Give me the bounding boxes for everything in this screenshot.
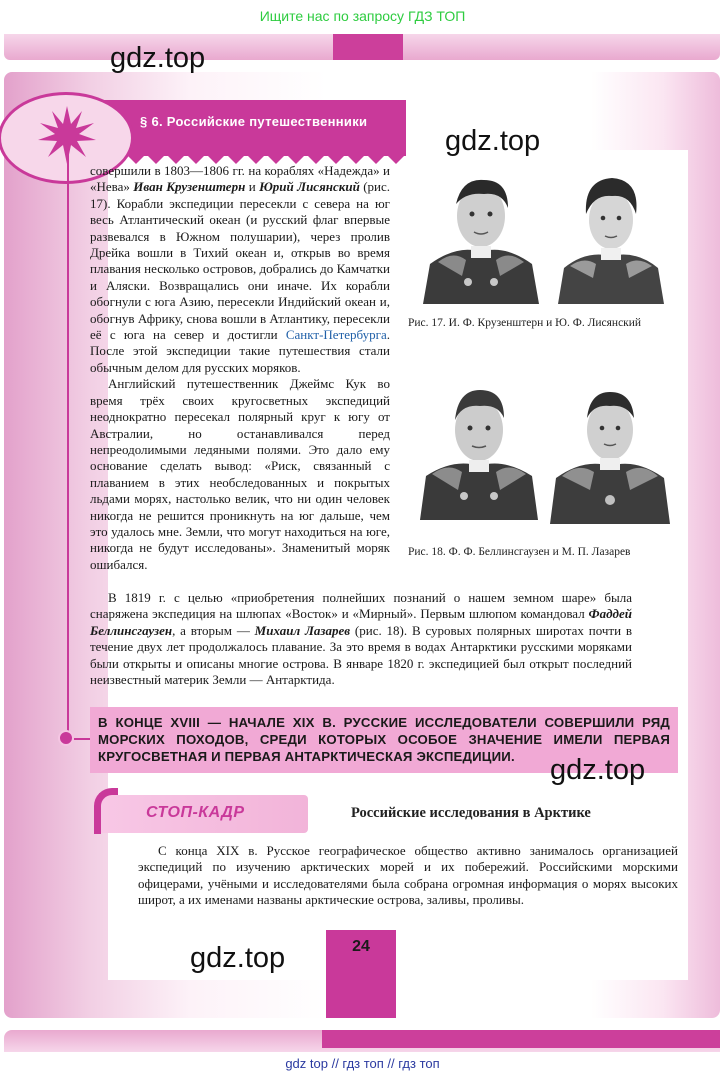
paragraph: Английский путешественник Джеймс Кук во время трёх своих кругосветных экспедиций неоднократно пересекал полярный круг к югу от Австралии, но останавливался перед непреодолимыми ледяными полями. Это дало ему основание сделать вывод: «Риск, связанный с плаванием в этих необследованных и покрытых льдами морях, настолько велик, что ни один человек никогда не решится проникнуть на юг дальше, чем это удалось мне. Земли, что могут находиться на юге, никогда не будут исследованы». Знаменитый моряк ошибался. — [90, 376, 390, 572]
portrait-lisyansky — [556, 164, 666, 304]
margin-marker — [58, 730, 74, 746]
next-page-tab — [322, 1030, 720, 1048]
margin-line — [67, 150, 69, 740]
portrait-lazarev — [548, 372, 672, 524]
arctic-paragraph — [138, 843, 678, 909]
text-column — [90, 163, 390, 573]
watermark: gdz.top — [550, 754, 646, 786]
paragraph: В 1819 г. с целью «приобретения полнейших познаний о нашем земном шаре» была снаряжена экспедиция на шлюпах «Восток» и «Мирный». Первым шлюпом командовал Фаддей Беллинсгаузен, а вторым — Михаил Лазарев (рис. 18). В суровых полярных широтах почти в течение двух лет продолжалось плавание. За это время в водах Антарктики русскими моряками были открыты и описаны многие острова. В январе 1820 г. экспедицией был открыт последний неизвестный материк Земли — Антарктида. — [90, 590, 633, 688]
watermark: gdz.top — [190, 942, 286, 974]
text-full-width — [90, 590, 632, 688]
stop-frame-hook — [94, 788, 118, 834]
footer-links[interactable]: gdz top // гдз топ // гдз топ — [285, 1056, 440, 1071]
section-title: § 6. Российские путешественники — [140, 114, 368, 129]
watermark: gdz.top — [110, 42, 206, 74]
watermark: gdz.top — [445, 125, 541, 157]
top-banner[interactable]: Ищите нас по запросу ГДЗ ТОП — [0, 0, 725, 32]
paragraph: совершили в 1803—1806 гг. на кораблях «Надежда» и «Нева» Иван Крузенштерн и Юрий Лисянский (рис. 17). Корабли экспедиции пересекли с севера на юг весь Атлантический океан (и русский флаг впервые развевался в Южном полушарии), через пролив Дрейка вошли в Тихий океан и, открыв во время плавания несколько островов, добрались до Камчатки и Аляски. Возвращались они иначе. Их корабли обогнули с юга Азию, пересекли Индийский океан и, обогнув Африку, снова вошли в Атлантику, пересекли её с юга на север и достигли Санкт-Петербурга. После этой экспедиции такие путешествия стали обычным делом для русских моряков. — [90, 163, 391, 375]
figure-18-caption: Рис. 18. Ф. Ф. Беллинсгаузен и М. П. Лазарев — [408, 546, 631, 558]
page-number: 24 — [352, 938, 370, 955]
previous-page-tab — [333, 34, 403, 60]
stop-frame-label: СТОП-КАДР — [146, 804, 245, 821]
stop-frame-title: Российские исследования в Арктике — [351, 805, 591, 821]
portrait-bellingshausen — [418, 372, 540, 520]
key-statement-text: В КОНЦЕ XVIII — НАЧАЛЕ XIX В. РУССКИЕ ИССЛЕДОВАТЕЛИ СОВЕРШИЛИ РЯД МОРСКИХ ПОХОДОВ, СРЕДИ КОТОРЫХ ОСОБОЕ ЗНАЧЕНИЕ ИМЕЛИ ПЕРВАЯ КРУГОСВЕТНАЯ И ПЕРВАЯ АНТАРКТИЧЕСКАЯ ЭКСПЕДИЦИИ. — [98, 715, 670, 764]
figure-17-caption: Рис. 17. И. Ф. Крузенштерн и Ю. Ф. Лисянский — [408, 317, 642, 329]
paragraph: С конца XIX в. Русское географическое общество активно занималось организацией экспедиций по изучению арктических морей и их побережий. Российскими морскими офицерами, учёными и исследователями была собрана огромная информация о морях высоких широт, а их именами названы арктические острова, заливы, проливы. — [138, 843, 678, 908]
spb-link[interactable]: Санкт-Петербурга — [285, 327, 387, 343]
portrait-kruzenshtern — [418, 164, 544, 304]
